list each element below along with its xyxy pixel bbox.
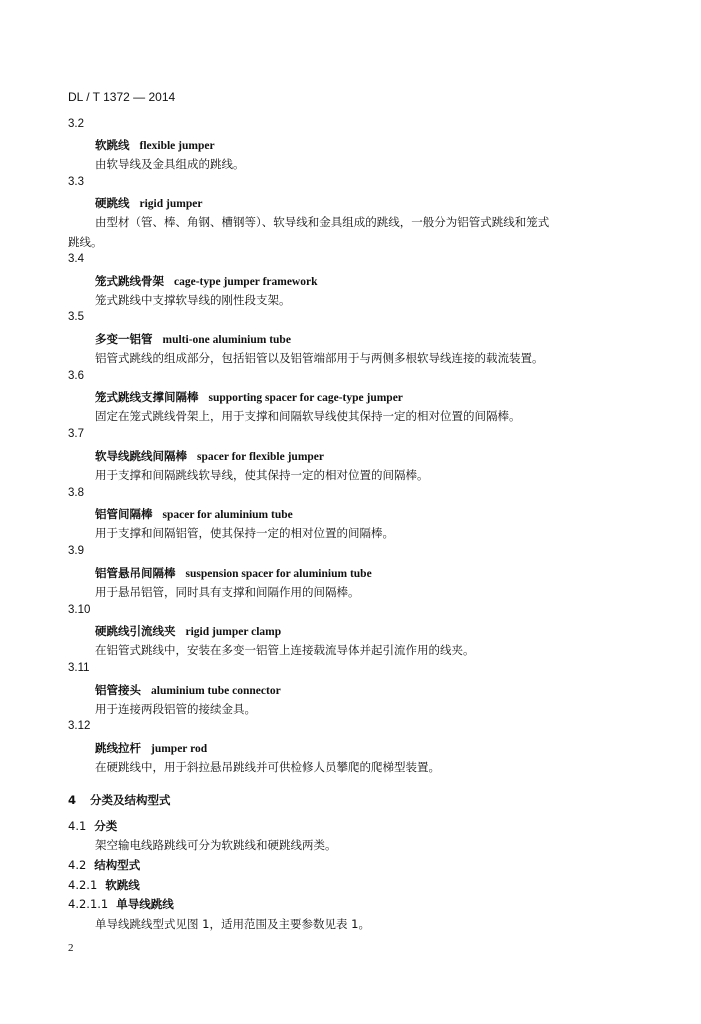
term-cn: 多变一铝管: [95, 332, 153, 346]
term-en: jumper rod: [151, 743, 208, 755]
term-cn: 硬跳线引流线夹: [95, 624, 176, 638]
term-en: flexible jumper: [139, 140, 215, 152]
term-cn: 铝管间隔棒: [95, 507, 153, 521]
clause-number: 3.4: [68, 253, 84, 265]
term-en: cage-type jumper framework: [174, 276, 318, 288]
clause-number: 3.11: [68, 662, 90, 674]
term-heading: [95, 273, 318, 289]
clause-number: 3.7: [68, 428, 84, 440]
subsection-heading: [68, 877, 140, 893]
subsection-title: 分类: [94, 819, 118, 833]
paragraph: 架空输电线路跳线可分为软跳线和硬跳线两类。: [95, 838, 337, 852]
subsection-heading: [68, 896, 174, 912]
subsection-title: 软跳线: [105, 878, 140, 892]
subsection-title: 结构型式: [94, 858, 141, 872]
term-definition: 铝管式跳线的组成部分，包括铝管以及铝管端部用于与两侧多根软导线连接的载流装置。: [95, 351, 544, 365]
clause-number: 3.12: [68, 720, 91, 732]
term-definition: 用于支撑和间隔铝管，使其保持一定的相对位置的间隔棒。: [95, 526, 394, 540]
subsection-number: 4.2.1.1: [68, 897, 109, 911]
term-en: rigid jumper clamp: [185, 626, 282, 638]
term-en: rigid jumper: [139, 198, 203, 210]
term-cn: 硬跳线: [95, 196, 130, 210]
term-en: spacer for aluminium tube: [162, 509, 293, 521]
term-heading: [95, 331, 291, 347]
clause-number: 3.2: [68, 118, 84, 130]
term-en: suspension spacer for aluminium tube: [185, 568, 372, 580]
term-en: supporting spacer for cage-type jumper: [208, 392, 403, 404]
section-number: 4: [68, 793, 77, 807]
clause-number: 3.8: [68, 487, 84, 499]
subsection-heading: [68, 857, 140, 873]
subsection-number: 4.2.1: [68, 878, 98, 892]
clause-number: 3.3: [68, 176, 84, 188]
term-cn: 铝管悬吊间隔棒: [95, 566, 176, 580]
term-en: multi-one aluminium tube: [162, 334, 291, 346]
clause-number: 3.10: [68, 604, 91, 616]
term-definition: 由型材（管、棒、角钢、槽钢等）、软导线和金具组成的跳线，一般分为铝管式跳线和笼式: [95, 215, 550, 229]
clause-number: 3.9: [68, 545, 84, 557]
section-heading: [68, 792, 171, 808]
term-heading: [95, 389, 403, 405]
term-definition-continued: 跳线。: [68, 235, 103, 249]
term-cn: 软跳线: [95, 138, 130, 152]
term-heading: [95, 623, 281, 639]
subsection-title: 单导线跳线: [116, 897, 174, 911]
clause-number: 3.6: [68, 370, 84, 382]
term-heading: [95, 448, 324, 464]
term-cn: 软导线跳线间隔棒: [95, 449, 187, 463]
subsection-heading: [68, 818, 117, 834]
term-heading: [95, 740, 207, 756]
term-definition: 在硬跳线中，用于斜拉悬吊跳线并可供检修人员攀爬的爬梯型装置。: [95, 760, 440, 774]
term-cn: 跳线拉杆: [95, 741, 141, 755]
term-cn: 笼式跳线骨架: [95, 274, 164, 288]
term-heading: [95, 565, 372, 581]
page-number: 2: [68, 942, 74, 954]
term-heading: [95, 195, 202, 211]
term-definition: 在铝管式跳线中，安装在多变一铝管上连接载流导体并起引流作用的线夹。: [95, 643, 475, 657]
term-definition: 笼式跳线中支撑软导线的刚性段支架。: [95, 293, 291, 307]
term-definition: 用于悬吊铝管，同时具有支撑和间隔作用的间隔棒。: [95, 585, 360, 599]
term-definition: 用于连接两段铝管的接续金具。: [95, 702, 256, 716]
term-en: aluminium tube connector: [151, 685, 281, 697]
term-definition: 由软导线及金具组成的跳线。: [95, 157, 245, 171]
term-definition: 用于支撑和间隔跳线软导线，使其保持一定的相对位置的间隔棒。: [95, 468, 429, 482]
section-title: 分类及结构型式: [90, 793, 171, 807]
subsection-number: 4.1: [68, 819, 87, 833]
clause-number: 3.5: [68, 311, 84, 323]
term-cn: 笼式跳线支撑间隔棒: [95, 390, 199, 404]
term-heading: [95, 137, 215, 153]
term-heading: [95, 682, 281, 698]
standard-header: DL / T 1372 — 2014: [68, 90, 176, 104]
term-cn: 铝管接头: [95, 683, 141, 697]
paragraph: 单导线跳线型式见图 1，适用范围及主要参数见表 1。: [95, 917, 370, 931]
term-heading: [95, 506, 293, 522]
subsection-number: 4.2: [68, 858, 87, 872]
term-en: spacer for flexible jumper: [197, 451, 325, 463]
term-definition: 固定在笼式跳线骨架上，用于支撑和间隔软导线使其保持一定的相对位置的间隔棒。: [95, 409, 521, 423]
